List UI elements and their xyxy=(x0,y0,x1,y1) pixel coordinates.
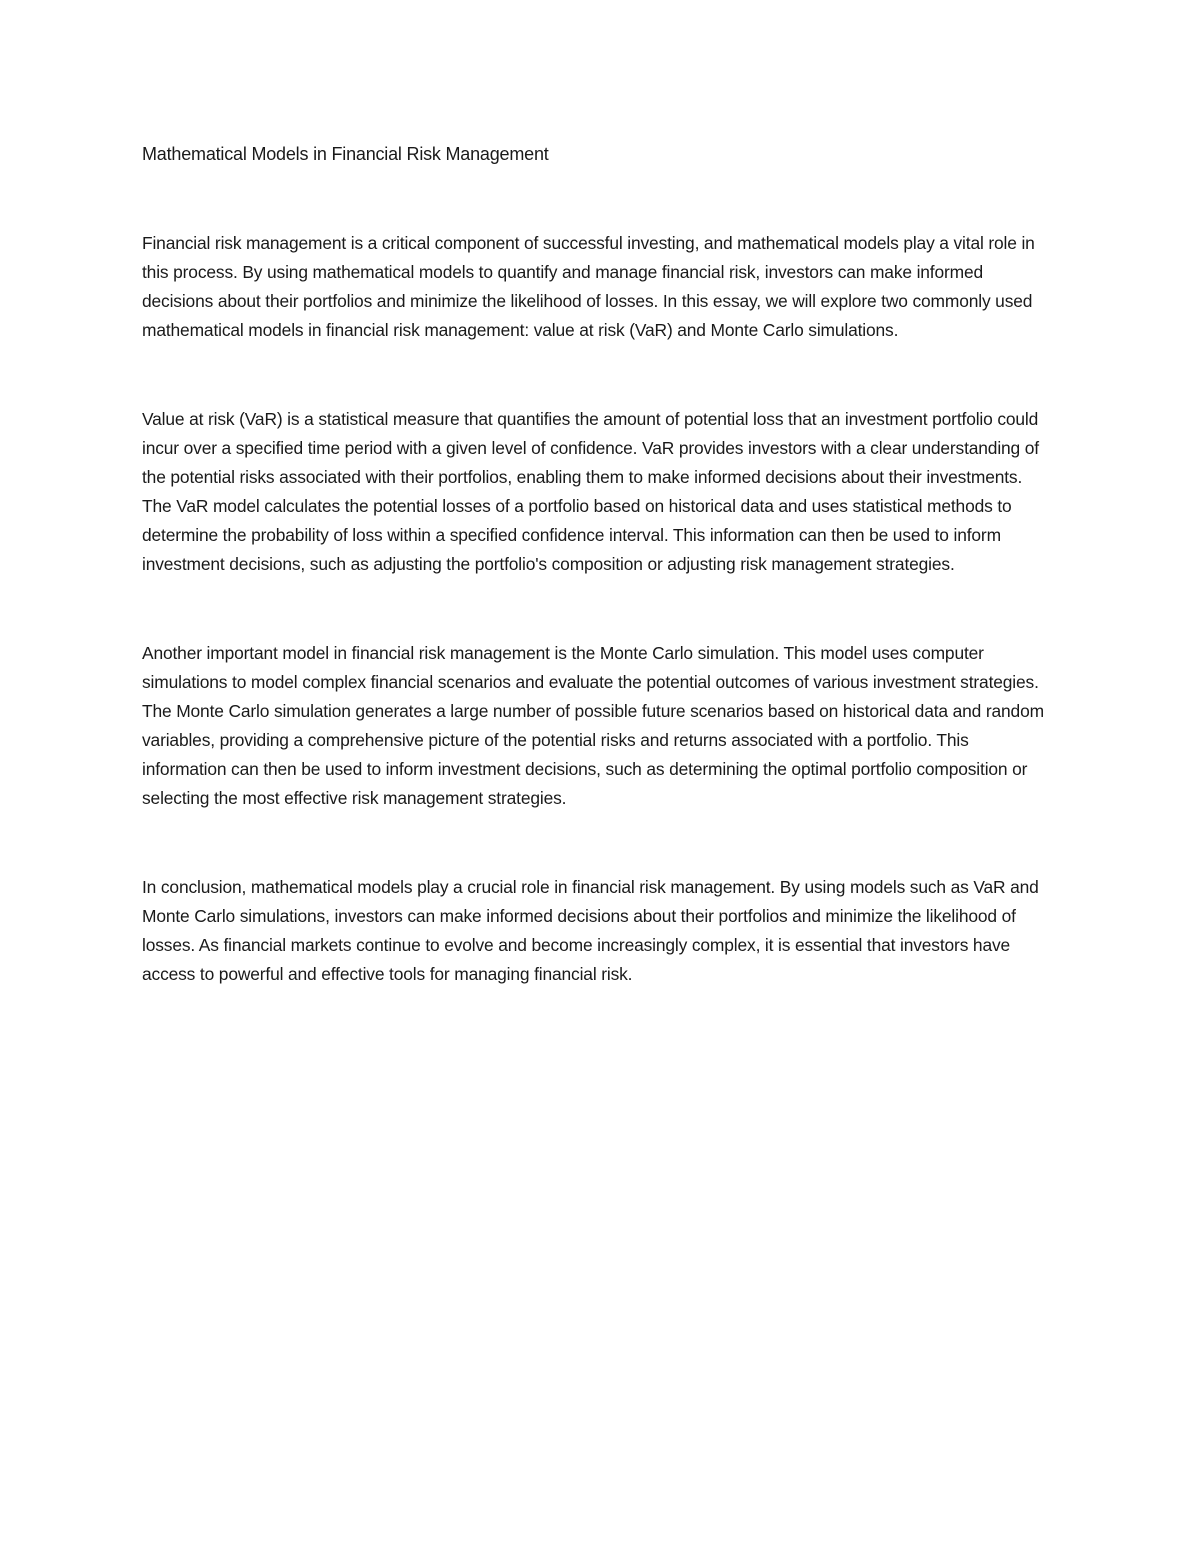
paragraph-introduction: Financial risk management is a critical component of successful investing, and mathematical models play a vital role in this process. By using mathematical models to quantify and manage financial risk, investors can make informed decisions about their portfolios and minimize the likelihood of losses. In this essay, we will explore two commonly used mathematical models in financial risk management: value at risk (VaR) and Monte Carlo simulations. xyxy=(142,233,1035,340)
paragraph-conclusion: In conclusion, mathematical models play a crucial role in financial risk management. By using models such as VaR and Monte Carlo simulations, investors can make informed decisions about their portfolios and minimize the likelihood of losses. As financial markets continue to evolve and become increasingly complex, it is essential that investors have access to powerful and effective tools for managing financial risk. xyxy=(142,877,1039,984)
paragraph-value-at-risk: Value at risk (VaR) is a statistical measure that quantifies the amount of potential loss that an investment portfolio could incur over a specified time period with a given level of confidence. VaR provides investors with a clear understanding of the potential risks associated with their portfolios, enabling them to make informed decisions about their investments. The VaR model calculates the potential losses of a portfolio based on historical data and uses statistical methods to determine the probability of loss within a specified confidence interval. This information can then be used to inform investment decisions, such as adjusting the portfolio's composition or adjusting risk management strategies. xyxy=(142,409,1039,574)
document-body xyxy=(142,140,1054,1049)
document-title: Mathematical Models in Financial Risk Management xyxy=(142,144,549,164)
paragraph-monte-carlo: Another important model in financial risk management is the Monte Carlo simulation. This model uses computer simulations to model complex financial scenarios and evaluate the potential outcomes of various investment strategies. The Monte Carlo simulation generates a large number of possible future scenarios based on historical data and random variables, providing a comprehensive picture of the potential risks and returns associated with a portfolio. This information can then be used to inform investment decisions, such as determining the optimal portfolio composition or selecting the most effective risk management strategies. xyxy=(142,643,1044,808)
